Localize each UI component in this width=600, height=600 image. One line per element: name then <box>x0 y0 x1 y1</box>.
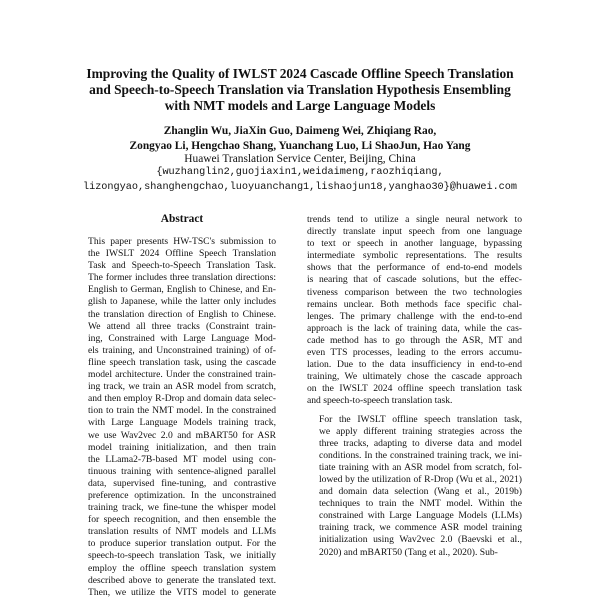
text-line: cade method has to go through the ASR, MT and <box>307 334 522 346</box>
text-line: speech-to-speech translation Task, we initially <box>88 550 276 562</box>
paper-title <box>40 66 560 114</box>
text-line: training track, we commence ASR model training <box>319 522 522 534</box>
text-line: lation. Due to the data insufficiency in end-to-end <box>307 359 522 371</box>
text-line: described above to generate the translated text. <box>88 574 276 586</box>
text-line: to text or speech in another language, bypassing <box>307 238 522 250</box>
text-line: ing track, we train an ASR model from scratch, <box>88 381 276 393</box>
intro-paragraph-1 <box>307 214 522 408</box>
text-line: tiate training with an ASR model from scratch, fol- <box>319 461 522 473</box>
text-line: with Large Language Models training track, <box>88 417 276 429</box>
text-line: the LLama2-7B-based MT model using con- <box>88 453 276 465</box>
text-line: conditions. In the constrained training track, we ini- <box>319 449 522 461</box>
text-line: shows that the performance of end-to-end models <box>307 262 522 274</box>
title-line: Improving the Quality of IWLST 2024 Cascade Offline Speech Translation <box>86 66 514 81</box>
text-line: the translation direction of English to Chinese. <box>88 308 276 320</box>
text-line: intermediate symbolic representations. The results <box>307 250 522 262</box>
abstract-body <box>88 236 276 599</box>
text-line: and speech-to-speech translation task. <box>307 395 453 407</box>
text-line: employ the offline speech translation system <box>88 562 276 574</box>
text-line: the IWSLT 2024 Offline Speech Translation <box>88 248 276 260</box>
affiliation: Huawei Translation Service Center, Beijing, China <box>184 153 416 165</box>
text-line: to produce superior translation output. For the <box>88 538 276 550</box>
text-line: for speech recognition, and then ensemble the <box>88 514 276 526</box>
text-line: lenges. The primary challenge with the end-to-end <box>307 310 522 322</box>
text-line: approach is the lack of training data, while the cas- <box>307 322 522 334</box>
text-line: tinuous training with sentence-aligned parallel <box>88 465 276 477</box>
introduction-column <box>307 214 522 559</box>
text-line: glish to Japanese, while the latter only includes <box>88 296 276 308</box>
text-line: trends tend to utilize a single neural network to <box>307 214 522 225</box>
text-line: data, supervised fine-tuning, and contrastive <box>88 477 276 489</box>
text-line: English to German, English to Chinese, and En- <box>88 284 276 296</box>
text-line: This paper presents HW-TSC's submission to <box>88 236 276 247</box>
text-line: training, We ultimately chose the cascade approach <box>307 371 522 383</box>
text-line: We attend all three tracks (Constraint train- <box>88 320 276 332</box>
text-line: translation results of NMT models and LLMs <box>88 526 276 538</box>
author-list <box>40 124 560 153</box>
text-line: constrained with Large Language Models (LLMs) <box>319 510 522 522</box>
intro-paragraph-2 <box>307 414 522 559</box>
text-line: tiveness comparison between the two technologies <box>307 286 522 298</box>
text-line: ing, Constrained with Large Language Mod- <box>88 332 276 344</box>
text-line: model training initialization, and then train <box>88 441 276 453</box>
text-line: fline speech translation task, using the cascade <box>88 356 276 368</box>
author-emails <box>20 166 580 195</box>
title-line: with NMT models and Large Language Models <box>164 98 436 113</box>
title-line: and Speech-to-Speech Translation via Translation Hypothesis Ensembling <box>89 82 511 97</box>
text-line: model architecture. Under the constrained train- <box>88 369 276 381</box>
author-line: Zongyao Li, Hengchao Shang, Yuanchang Luo, Li ShaoJun, Hao Yang <box>129 139 471 152</box>
text-line: tion to train the NMT model. In the constrained <box>88 405 276 417</box>
text-line: lowed by the utilization of R-Drop (Wu et al., 2021) <box>319 473 522 485</box>
email-line: {wuzhanglin2,guojiaxin1,weidaimeng,raozhiqiang, <box>156 167 444 178</box>
text-line: three tracks, adapting to diverse data and model <box>319 437 522 449</box>
email-line: lizongyao,shanghengchao,luoyuanchang1,lishaojun18,yanghao30}@huawei.com <box>82 181 518 193</box>
text-line: initialization using Wav2vec 2.0 (Baevski et al., <box>319 534 522 546</box>
text-line: Then, we utilize the VITS model to generate <box>88 586 276 598</box>
text-line: on the IWSLT 2024 offline speech translation task <box>307 383 522 395</box>
text-line: preference optimization. In the unconstrained <box>88 489 276 501</box>
text-line: we use Wav2vec 2.0 and mBART50 for ASR <box>88 429 276 441</box>
text-line: and then employ R-Drop and domain data selec- <box>88 393 276 405</box>
text-line: and domain data selection (Wang et al., 2019b) <box>319 486 522 498</box>
text-line: remains unclear. Both methods face specific chal- <box>307 298 522 310</box>
text-line: we apply different training strategies across the <box>319 425 522 437</box>
text-line: is nearing that of cascade solutions, but the effec- <box>307 274 522 286</box>
text-line: The former includes three translation directions: <box>88 272 276 284</box>
text-line: even TTS processes, leading to the errors accumu- <box>307 347 522 359</box>
abstract-heading: Abstract <box>160 213 204 225</box>
text-line: els training, and Unconstrained training) of of- <box>88 344 276 356</box>
text-line: For the IWSLT offline speech translation task, <box>319 413 522 425</box>
author-line: Zhanglin Wu, JiaXin Guo, Daimeng Wei, Zhiqiang Rao, <box>163 125 437 137</box>
text-line: training track, we fine-tune the whisper model <box>88 502 276 514</box>
text-line: techniques to train the NMT model. Within the <box>319 498 522 510</box>
text-line: directly translate input speech from one language <box>307 226 522 238</box>
text-line: Task and Speech-to-Speech Translation Task. <box>88 260 276 272</box>
text-line: 2020) and mBART50 (Tang et al., 2020). Sub- <box>319 546 498 558</box>
